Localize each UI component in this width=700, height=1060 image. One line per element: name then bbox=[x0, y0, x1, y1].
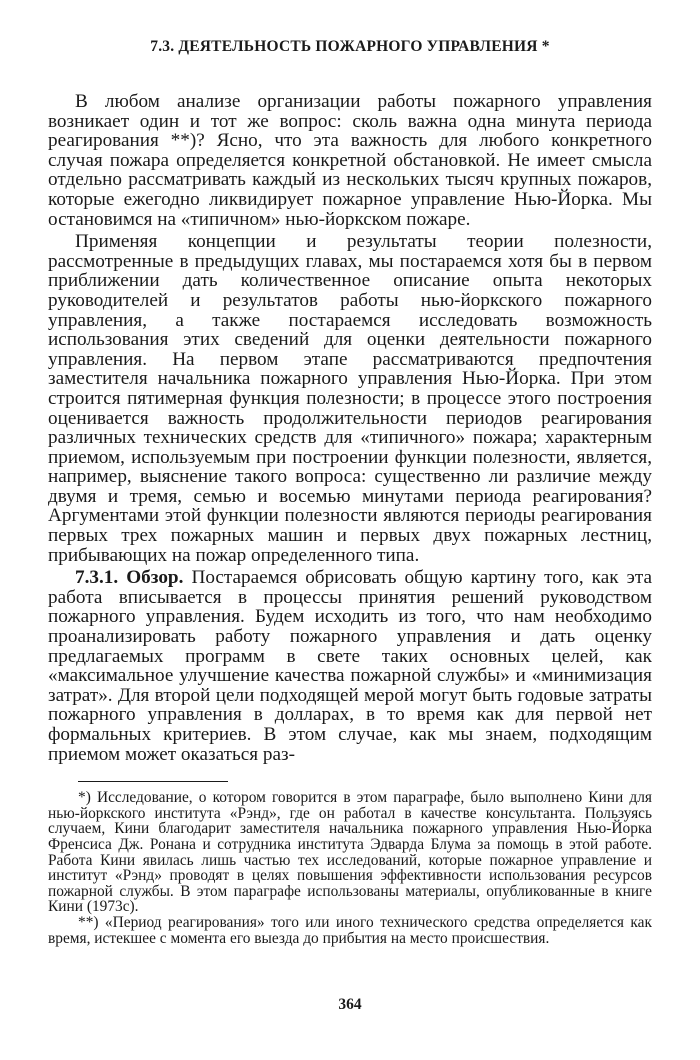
subsection-title: 7.3.1. Обзор. bbox=[75, 567, 184, 589]
footnotes bbox=[48, 790, 652, 946]
paragraph-text: Применяя концепции и результаты теории полезности, рассмотренные в предыдущих главах, мы постараемся хотя бы в первом приближении дать количественное описание опыта некоторых руководителей и результатов работы нью-йоркского пожарного управления, а также постараемся исследовать возможность использования этих сведений для оценки деятельности пожарного управления. На первом этапе рассматриваются предпочтения заместителя начальника пожарного управления Нью-Йорка. При этом строится пятимерная функция полезности; в процессе этого построения оценивается важность продолжительности периодов реагирования различных технических средств для «типичного» пожара; характерным приемом, используемым при построении функции полезности, является, например, выяснение такого вопроса: существенно ли различие между двумя и тремя, семью и восемью минутами периода реагирования? Аргументами этой функции полезности являются периоды реагирования первых трех пожарных машин и первых двух пожарных лестниц, прибывающих на пожар определенного типа. bbox=[48, 231, 652, 566]
paragraph-overview bbox=[48, 568, 652, 764]
book-page bbox=[48, 38, 652, 946]
paragraph-utility-theory bbox=[48, 232, 652, 565]
footnote-1: *) Исследование, о котором говорится в этом параграфе, было выполнено Кини для нью-йоркского института «Рэнд», где он работал в качестве консультанта. Пользуясь случаем, Кини благодарит заместителя начальника пожарного управления Нью-Йорка Френсиса Дж. Ронана и сотрудника института Эдварда Блума за помощь в этой работе. Работа Кини явилась лишь частью тех исследований, которые пожарное управление и институт «Рэнд» проводят в целях повышения эффективности использования ресурсов пожарной службы. В этом параграфе использованы материалы, опубликованные в книге Кини (1973с). bbox=[48, 789, 652, 916]
paragraph-text: В любом анализе организации работы пожарного управления возникает один и тот же вопрос: сколь важна одна минута периода реагирования **)? Ясно, что эта важность для любого конкретного случая пожара определяется конкретной обстановкой. Не имеет смысла отдельно рассматривать каждый из нескольких тысяч крупных пожаров, которые ежегодно ликвидирует пожарное управление Нью-Йорка. Мы остановимся на «типичном» нью-йоркском пожаре. bbox=[48, 91, 652, 230]
section-heading: 7.3. ДЕЯТЕЛЬНОСТЬ ПОЖАРНОГО УПРАВЛЕНИЯ * bbox=[150, 38, 550, 55]
page-number: 364 bbox=[338, 996, 362, 1013]
footnote-2: **) «Период реагирования» того или иного технического средства определяется как время, истекшее с момента его выезда до прибытия на место происшествия. bbox=[48, 913, 652, 947]
paragraph-text: Постараемся обрисовать общую картину того, как эта работа вписывается в процессы принятия решений руководством пожарного управления. Будем исходить из того, что нам необходимо проанализировать работу пожарного управления и дать оценку предлагаемых программ в свете таких основных целей, как «максимальное улучшение качества пожарной службы» и «минимизация затрат». Для второй цели подходящей мерой могут быть годовые затраты пожарного управления в долларах, в то время как для первой нет формальных критериев. В этом случае, как мы знаем, подходящим приемом может оказаться раз- bbox=[48, 567, 652, 765]
footnote-divider bbox=[78, 781, 228, 782]
body-text bbox=[48, 92, 652, 764]
paragraph-intro bbox=[48, 92, 652, 229]
